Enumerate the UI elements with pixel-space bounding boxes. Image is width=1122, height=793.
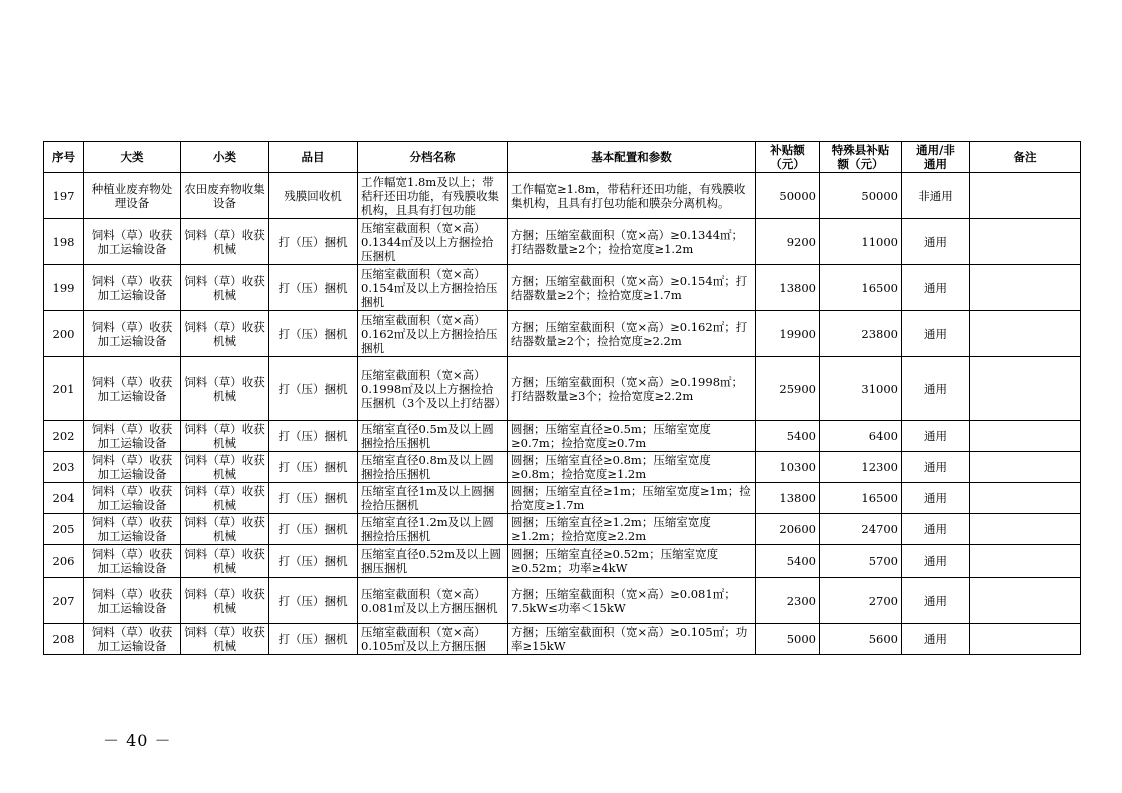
header-col-grade: 分档名称 xyxy=(358,142,508,173)
grade-cell: 压缩室截面积（宽×高）0.1344㎡及以上方捆捡拾压捆机 xyxy=(358,219,508,265)
config-cell: 圆捆；压缩室直径≥0.5m；压缩室宽度≥0.7m；捡拾宽度≥0.7m xyxy=(508,421,756,452)
row-number: 199 xyxy=(44,265,84,311)
subcategory-cell: 饲料（草）收获机械 xyxy=(181,219,269,265)
table-row xyxy=(44,578,1081,624)
table-row xyxy=(44,421,1081,452)
category-cell: 种植业废弃物处理设备 xyxy=(84,173,181,219)
note-cell xyxy=(970,219,1081,265)
note-cell xyxy=(970,265,1081,311)
config-cell: 方捆；压缩室截面积（宽×高）≥0.105㎡；功率≥15kW xyxy=(508,624,756,655)
special-subsidy-cell: 16500 xyxy=(820,483,902,514)
config-cell: 圆捆；压缩室直径≥0.52m；压缩室宽度≥0.52m；功率≥4kW xyxy=(508,545,756,578)
special-subsidy-cell: 50000 xyxy=(820,173,902,219)
header-col-note: 备注 xyxy=(970,142,1081,173)
subsidy-cell: 5400 xyxy=(756,545,820,578)
config-cell: 圆捆；压缩室直径≥0.8m；压缩室宽度≥0.8m；捡拾宽度≥1.2m xyxy=(508,452,756,483)
item-cell: 打（压）捆机 xyxy=(269,265,358,311)
item-cell: 打（压）捆机 xyxy=(269,624,358,655)
subcategory-cell: 饲料（草）收获机械 xyxy=(181,483,269,514)
category-cell: 饲料（草）收获加工运输设备 xyxy=(84,357,181,421)
config-cell: 圆捆；压缩室直径≥1.2m；压缩室宽度≥1.2m；捡拾宽度≥2.2m xyxy=(508,514,756,545)
general-cell: 通用 xyxy=(902,357,970,421)
config-cell: 圆捆；压缩室直径≥1m；压缩室宽度≥1m；捡拾宽度≥1.7m xyxy=(508,483,756,514)
grade-cell: 压缩室直径1m及以上圆捆捡拾压捆机 xyxy=(358,483,508,514)
subsidy-cell: 20600 xyxy=(756,514,820,545)
grade-cell: 压缩室直径0.5m及以上圆捆捡拾压捆机 xyxy=(358,421,508,452)
subsidy-cell: 13800 xyxy=(756,483,820,514)
category-cell: 饲料（草）收获加工运输设备 xyxy=(84,265,181,311)
header-col-general: 通用/非 通用 xyxy=(902,142,970,173)
item-cell: 打（压）捆机 xyxy=(269,545,358,578)
special-subsidy-cell: 16500 xyxy=(820,265,902,311)
table-row xyxy=(44,357,1081,421)
category-cell: 饲料（草）收获加工运输设备 xyxy=(84,452,181,483)
note-cell xyxy=(970,545,1081,578)
subsidy-cell: 2300 xyxy=(756,578,820,624)
category-cell: 饲料（草）收获加工运输设备 xyxy=(84,483,181,514)
subcategory-cell: 饲料（草）收获机械 xyxy=(181,545,269,578)
row-number: 205 xyxy=(44,514,84,545)
category-cell: 饲料（草）收获加工运输设备 xyxy=(84,545,181,578)
note-cell xyxy=(970,483,1081,514)
row-number: 206 xyxy=(44,545,84,578)
item-cell: 打（压）捆机 xyxy=(269,421,358,452)
config-cell: 方捆；压缩室截面积（宽×高）≥0.1344㎡；打结器数量≥2个；捡拾宽度≥1.2m xyxy=(508,219,756,265)
item-cell: 打（压）捆机 xyxy=(269,514,358,545)
special-subsidy-cell: 12300 xyxy=(820,452,902,483)
item-cell: 打（压）捆机 xyxy=(269,483,358,514)
row-number: 203 xyxy=(44,452,84,483)
note-cell xyxy=(970,514,1081,545)
subsidy-cell: 9200 xyxy=(756,219,820,265)
note-cell xyxy=(970,452,1081,483)
header-col-number: 序号 xyxy=(44,142,84,173)
table-row xyxy=(44,514,1081,545)
row-number: 207 xyxy=(44,578,84,624)
row-number: 198 xyxy=(44,219,84,265)
header-col-config: 基本配置和参数 xyxy=(508,142,756,173)
grade-cell: 压缩室截面积（宽×高）0.154㎡及以上方捆捡拾压捆机 xyxy=(358,265,508,311)
header-row xyxy=(44,142,1081,173)
subcategory-cell: 饲料（草）收获机械 xyxy=(181,357,269,421)
row-number: 200 xyxy=(44,311,84,357)
note-cell xyxy=(970,624,1081,655)
grade-cell: 工作幅宽1.8m及以上；带秸秆还田功能，有残膜收集机构，且具有打包功能 xyxy=(358,173,508,219)
category-cell: 饲料（草）收获加工运输设备 xyxy=(84,578,181,624)
note-cell xyxy=(970,421,1081,452)
grade-cell: 压缩室截面积（宽×高）0.1998㎡及以上方捆捡拾压捆机（3个及以上打结器） xyxy=(358,357,508,421)
subcategory-cell: 饲料（草）收获机械 xyxy=(181,624,269,655)
subsidy-cell: 10300 xyxy=(756,452,820,483)
general-cell: 通用 xyxy=(902,219,970,265)
table-row xyxy=(44,624,1081,655)
config-cell: 方捆；压缩室截面积（宽×高）≥0.081㎡；7.5kW≤功率＜15kW xyxy=(508,578,756,624)
general-cell: 通用 xyxy=(902,624,970,655)
note-cell xyxy=(970,311,1081,357)
subsidy-cell: 5400 xyxy=(756,421,820,452)
config-cell: 方捆；压缩室截面积（宽×高）≥0.162㎡；打结器数量≥2个；捡拾宽度≥2.2m xyxy=(508,311,756,357)
grade-cell: 压缩室直径0.8m及以上圆捆捡拾压捆机 xyxy=(358,452,508,483)
general-cell: 通用 xyxy=(902,514,970,545)
special-subsidy-cell: 5600 xyxy=(820,624,902,655)
special-subsidy-cell: 23800 xyxy=(820,311,902,357)
category-cell: 饲料（草）收获加工运输设备 xyxy=(84,514,181,545)
header-col-item: 品目 xyxy=(269,142,358,173)
general-cell: 通用 xyxy=(902,311,970,357)
table-row xyxy=(44,545,1081,578)
grade-cell: 压缩室截面积（宽×高）0.081㎡及以上方捆压捆机 xyxy=(358,578,508,624)
grade-cell: 压缩室直径0.52m及以上圆捆压捆机 xyxy=(358,545,508,578)
header-col-subcategory: 小类 xyxy=(181,142,269,173)
subsidy-cell: 13800 xyxy=(756,265,820,311)
header-col-subsidy: 补贴额 （元） xyxy=(756,142,820,173)
general-cell: 通用 xyxy=(902,265,970,311)
header-col-category: 大类 xyxy=(84,142,181,173)
table-row xyxy=(44,265,1081,311)
category-cell: 饲料（草）收获加工运输设备 xyxy=(84,219,181,265)
item-cell: 打（压）捆机 xyxy=(269,578,358,624)
subcategory-cell: 饲料（草）收获机械 xyxy=(181,578,269,624)
table-row xyxy=(44,219,1081,265)
table-row xyxy=(44,311,1081,357)
category-cell: 饲料（草）收获加工运输设备 xyxy=(84,311,181,357)
special-subsidy-cell: 5700 xyxy=(820,545,902,578)
subcategory-cell: 饲料（草）收获机械 xyxy=(181,452,269,483)
grade-cell: 压缩室截面积（宽×高）0.162㎡及以上方捆捡拾压捆机 xyxy=(358,311,508,357)
row-number: 204 xyxy=(44,483,84,514)
table-row xyxy=(44,452,1081,483)
special-subsidy-cell: 24700 xyxy=(820,514,902,545)
subcategory-cell: 农田废弃物收集设备 xyxy=(181,173,269,219)
general-cell: 通用 xyxy=(902,421,970,452)
grade-cell: 压缩室直径1.2m及以上圆捆捡拾压捆机 xyxy=(358,514,508,545)
item-cell: 打（压）捆机 xyxy=(269,219,358,265)
subsidy-cell: 5000 xyxy=(756,624,820,655)
general-cell: 通用 xyxy=(902,452,970,483)
item-cell: 打（压）捆机 xyxy=(269,357,358,421)
row-number: 197 xyxy=(44,173,84,219)
special-subsidy-cell: 6400 xyxy=(820,421,902,452)
subsidy-cell: 19900 xyxy=(756,311,820,357)
item-cell: 打（压）捆机 xyxy=(269,311,358,357)
page-number: － 40 － xyxy=(103,731,172,750)
note-cell xyxy=(970,578,1081,624)
category-cell: 饲料（草）收获加工运输设备 xyxy=(84,624,181,655)
config-cell: 方捆；压缩室截面积（宽×高）≥0.1998㎡；打结器数量≥3个；捡拾宽度≥2.2m xyxy=(508,357,756,421)
table-row xyxy=(44,173,1081,219)
grade-cell: 压缩室截面积（宽×高）0.105㎡及以上方捆压捆 xyxy=(358,624,508,655)
general-cell: 非通用 xyxy=(902,173,970,219)
subsidy-table xyxy=(43,141,1081,655)
subcategory-cell: 饲料（草）收获机械 xyxy=(181,265,269,311)
general-cell: 通用 xyxy=(902,483,970,514)
config-cell: 工作幅宽≥1.8m，带秸秆还田功能，有残膜收集机构，且具有打包功能和膜杂分离机构。 xyxy=(508,173,756,219)
row-number: 201 xyxy=(44,357,84,421)
general-cell: 通用 xyxy=(902,578,970,624)
table-body xyxy=(44,173,1081,655)
row-number: 202 xyxy=(44,421,84,452)
item-cell: 残膜回收机 xyxy=(269,173,358,219)
special-subsidy-cell: 11000 xyxy=(820,219,902,265)
subcategory-cell: 饲料（草）收获机械 xyxy=(181,421,269,452)
general-cell: 通用 xyxy=(902,545,970,578)
subcategory-cell: 饲料（草）收获机械 xyxy=(181,311,269,357)
note-cell xyxy=(970,173,1081,219)
config-cell: 方捆；压缩室截面积（宽×高）≥0.154㎡；打结器数量≥2个；捡拾宽度≥1.7m xyxy=(508,265,756,311)
subsidy-cell: 25900 xyxy=(756,357,820,421)
item-cell: 打（压）捆机 xyxy=(269,452,358,483)
header-col-special-subsidy: 特殊县补贴 额（元） xyxy=(820,142,902,173)
category-cell: 饲料（草）收获加工运输设备 xyxy=(84,421,181,452)
note-cell xyxy=(970,357,1081,421)
row-number: 208 xyxy=(44,624,84,655)
subsidy-cell: 50000 xyxy=(756,173,820,219)
special-subsidy-cell: 31000 xyxy=(820,357,902,421)
table-row xyxy=(44,483,1081,514)
special-subsidy-cell: 2700 xyxy=(820,578,902,624)
subcategory-cell: 饲料（草）收获机械 xyxy=(181,514,269,545)
